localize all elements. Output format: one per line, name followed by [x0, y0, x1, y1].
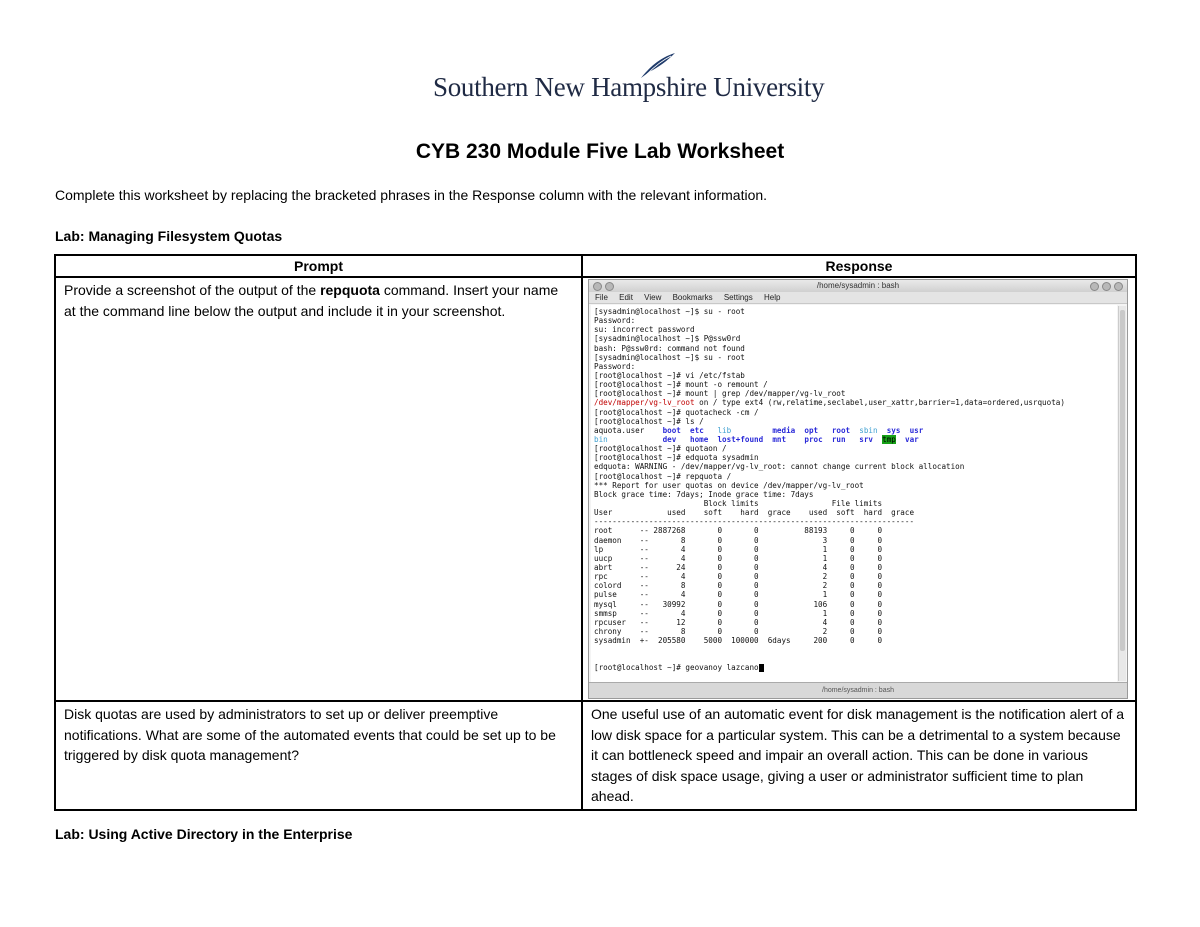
ls-entry: etc	[690, 425, 704, 435]
table-header-row	[55, 255, 1136, 277]
final-prompt: [root@localhost ~]# geovanoy lazcano	[594, 663, 759, 673]
terminal-cursor	[759, 664, 764, 672]
terminal-line: [root@localhost ~]# mount -o remount /	[594, 380, 768, 390]
ls-entry: proc	[804, 434, 823, 444]
terminal-line: bash: P@ssw0rd: command not found	[594, 343, 745, 353]
ls-entry: srv	[859, 434, 873, 444]
quota-row: mysql -- 30992 0 0 106 0 0	[594, 599, 883, 609]
terminal-line: [sysadmin@localhost ~]$ su - root	[594, 307, 745, 316]
ls-entry: sbin	[859, 425, 878, 435]
prompt-text: Provide a screenshot of the output of the repquota command. Insert your name at the command line below the output and include it in your screenshot.	[64, 282, 559, 319]
terminal-line: Block limits File limits	[594, 498, 883, 508]
worksheet-table	[54, 254, 1137, 811]
ls-entry: sys	[886, 425, 901, 435]
terminal-line: [root@localhost ~]# ls /	[594, 416, 704, 426]
page-title: CYB 230 Module Five Lab Worksheet	[415, 140, 785, 163]
quota-row: chrony -- 8 0 0 2 0 0	[594, 626, 883, 636]
menu-edit: Edit	[619, 293, 633, 302]
prompt-cell	[55, 701, 582, 810]
ls-entry: lost+found	[717, 434, 764, 444]
ls-entry: run	[831, 434, 846, 444]
ls-entry: mnt	[772, 434, 787, 444]
quota-row: lp -- 4 0 0 1 0 0	[594, 544, 883, 554]
response-header: Response	[582, 255, 1136, 277]
terminal-line: [root@localhost ~]# repquota /	[594, 471, 732, 481]
menu-settings: Settings	[723, 293, 753, 302]
ls-entry: tmp	[882, 434, 896, 444]
quota-row: uucp -- 4 0 0 1 0 0	[594, 553, 883, 563]
ls-entry: home	[690, 434, 709, 444]
terminal-line	[594, 654, 1114, 663]
response-text: One useful use of an automatic event for disk management is the notification alert of a low disk space for a particular system. This can be a detrimental to a system because it can bottleneck speed and impair an overall action. This can be done in various stages of disk space usage, giving a user or administrator sufficient time to plan ahead.	[591, 706, 1125, 804]
quota-row: abrt -- 24 0 0 4 0 0	[594, 562, 883, 572]
section-heading-quotas: Lab: Managing Filesystem Quotas	[55, 228, 283, 244]
quota-row: rpc -- 4 0 0 2 0 0	[594, 572, 883, 582]
quota-row: smmsp -- 4 0 0 1 0 0	[594, 608, 883, 618]
ls-entry: bin	[594, 434, 608, 444]
terminal-line: su: incorrect password	[594, 325, 695, 335]
close-icon	[1114, 282, 1123, 291]
mount-options: on / type ext4 (rw,relatime,seclabel,user_xattr,barrier=1,data=ordered,usrquota)	[694, 398, 1065, 408]
ls-entry: lib	[717, 425, 732, 435]
menu-file: File	[595, 293, 608, 302]
terminal-line: *** Report for user quotas on device /dev/mapper/vg-lv_root	[594, 480, 864, 490]
table-row	[55, 277, 1136, 701]
minimize-icon	[1090, 282, 1099, 291]
terminal-line: Password:	[594, 316, 636, 326]
terminal-line: [sysadmin@localhost ~]$ P@ssw0rd	[594, 334, 741, 344]
quota-row: sysadmin +- 205580 5000 100000 6days 200 0 0	[594, 636, 883, 646]
logo-wordmark: Southern New Hampshire University	[433, 72, 825, 102]
prompt-cell	[55, 277, 582, 701]
terminal-titlebar	[589, 280, 1127, 292]
menu-bookmarks: Bookmarks	[672, 293, 713, 302]
scrollbar-thumb	[1120, 310, 1125, 651]
terminal-line: [root@localhost ~]# quotaon /	[594, 444, 727, 454]
terminal-line: Password:	[594, 361, 636, 371]
terminal-line: [root@localhost ~]# mount | grep /dev/mapper/vg-lv_root	[594, 389, 846, 399]
terminal-line: edquota: WARNING - /dev/mapper/vg-lv_root: cannot change current block allocation	[594, 462, 965, 472]
quota-row: pulse -- 4 0 0 1 0 0	[594, 590, 883, 600]
terminal-line: User used soft hard grace used soft hard grace	[594, 508, 915, 518]
ls-entry: media	[772, 425, 796, 435]
quota-row: root -- 2887268 0 0 88193 0 0	[594, 526, 883, 536]
prompt-header: Prompt	[55, 255, 582, 277]
pin-icon	[605, 282, 614, 291]
ls-entry: var	[905, 434, 919, 444]
terminal-output	[591, 305, 1117, 682]
terminal-title: /home/sysadmin : bash	[816, 281, 900, 290]
ls-entry: root	[831, 425, 851, 435]
terminal-line: Block grace time: 7days; Inode grace time: 7days	[594, 489, 814, 499]
ls-entry: usr	[909, 425, 924, 435]
table-row	[55, 701, 1136, 810]
ls-entry: boot	[662, 425, 681, 435]
terminal-line: [root@localhost ~]# edquota sysadmin	[594, 453, 759, 463]
ls-entry: opt	[804, 425, 819, 435]
ls-output-row	[594, 435, 1114, 444]
prompt-text: Disk quotas are used by administrators to set up or deliver preemptive notifications. What are some of the automated events that could be set up to be triggered by disk quota management?	[64, 706, 556, 763]
terminal-menubar	[589, 292, 1127, 304]
terminal-line	[594, 645, 1114, 654]
university-logo	[433, 52, 825, 104]
terminal-line: [root@localhost ~]# vi /etc/fstab	[594, 370, 745, 380]
instructions: Complete this worksheet by replacing the bracketed phrases in the Response column with the relevant information.	[55, 187, 768, 203]
quota-row: daemon -- 8 0 0 3 0 0	[594, 535, 883, 545]
mount-output-line	[594, 398, 1114, 407]
terminal-line: [sysadmin@localhost ~]$ su - root	[594, 352, 745, 362]
quota-row: rpcuser -- 12 0 0 4 0 0	[594, 617, 883, 627]
section-heading-active-directory: Lab: Using Active Directory in the Enterprise	[55, 826, 353, 842]
mount-device: /dev/mapper/vg-lv_root	[594, 398, 695, 408]
terminal-scrollbar	[1118, 306, 1126, 681]
terminal-menu-icon	[593, 282, 602, 291]
final-prompt-line	[594, 663, 1114, 672]
menu-help: Help	[763, 293, 781, 302]
ls-entry: aquota.user	[594, 425, 645, 435]
ls-output-row	[594, 426, 1114, 435]
terminal-line: [root@localhost ~]# quotacheck -cm /	[594, 407, 759, 417]
terminal-line: ----------------------------------------------------------------------	[594, 517, 915, 527]
response-cell	[582, 277, 1136, 701]
ls-entry: dev	[662, 434, 677, 444]
terminal-tab: /home/sysadmin : bash	[589, 682, 1127, 698]
response-cell	[582, 701, 1136, 810]
quota-row: colord -- 8 0 0 2 0 0	[594, 581, 883, 591]
maximize-icon	[1102, 282, 1111, 291]
menu-view: View	[644, 293, 662, 302]
terminal-screenshot	[588, 279, 1128, 699]
